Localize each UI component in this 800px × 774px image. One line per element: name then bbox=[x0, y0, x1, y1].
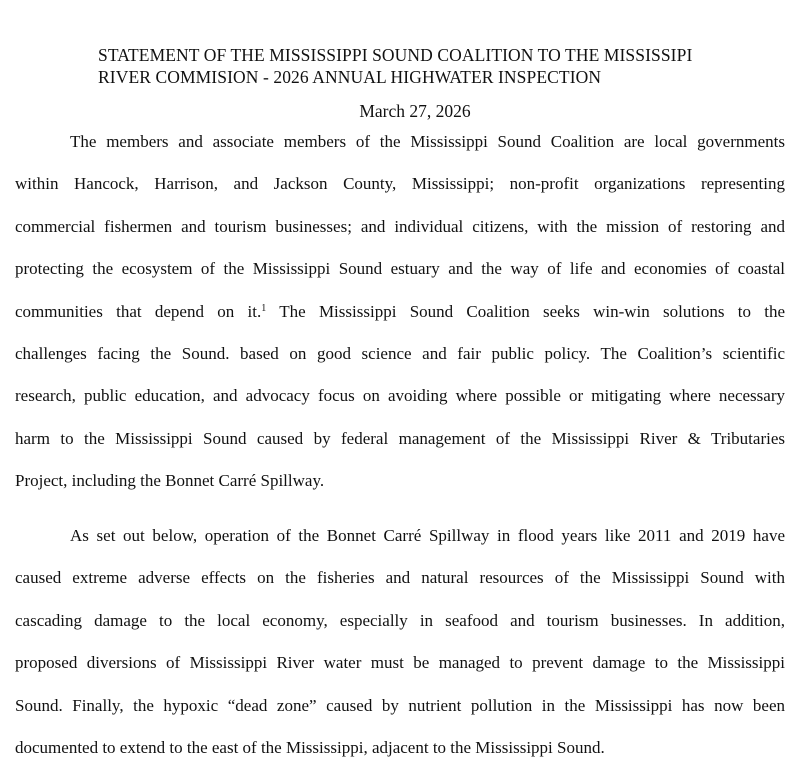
paragraph-line: cascading damage to the local economy, especially in seafood and tourism businesses. In addition, bbox=[15, 610, 785, 630]
title-line-1: STATEMENT OF THE MISSISSIPPI SOUND COALITION TO THE MISSISSIPI bbox=[98, 45, 693, 65]
paragraph-line: commercial fishermen and tourism businesses; and individual citizens, with the mission of restoring and bbox=[15, 216, 785, 236]
paragraph-line: As set out below, operation of the Bonnet Carré Spillway in flood years like 2011 and 2019 have bbox=[70, 526, 785, 545]
paragraph-line: within Hancock, Harrison, and Jackson County, Mississippi; non-profit organizations representing bbox=[15, 174, 785, 194]
title-line-2: RIVER COMMISION - 2026 ANNUAL HIGHWATER INSPECTION bbox=[98, 67, 602, 87]
paragraph-line: challenges facing the Sound. based on good science and fair public policy. The Coalition’s scientific bbox=[15, 343, 785, 363]
paragraph-line: proposed diversions of Mississippi River water must be managed to prevent damage to the Mississippi bbox=[15, 653, 785, 673]
paragraph-line: harm to the Mississippi Sound caused by federal management of the Mississippi River & Tributaries bbox=[15, 428, 785, 448]
paragraph-line: documented to extend to the east of the Mississippi, adjacent to the Mississippi Sound. bbox=[15, 737, 605, 757]
paragraph-line-with-footnote bbox=[15, 291, 785, 333]
paragraph-text-fragment: communities that depend on it. bbox=[15, 301, 262, 321]
paragraph-2 bbox=[15, 515, 785, 769]
paragraph-1 bbox=[15, 121, 785, 503]
paragraph-line: protecting the ecosystem of the Mississippi Sound estuary and the way of life and economies of coastal bbox=[15, 259, 785, 279]
document-title bbox=[98, 44, 778, 88]
paragraph-line: The members and associate members of the Mississippi Sound Coalition are local governments bbox=[70, 132, 785, 151]
footnote-marker[interactable]: 1 bbox=[261, 302, 267, 314]
paragraph-line: caused extreme adverse effects on the fisheries and natural resources of the Mississippi Sound with bbox=[15, 568, 785, 588]
paragraph-line: Sound. Finally, the hypoxic “dead zone” caused by nutrient pollution in the Mississippi has now been bbox=[15, 695, 785, 715]
paragraph-line: Project, including the Bonnet Carré Spillway. bbox=[15, 471, 325, 491]
document-date: March 27, 2026 bbox=[359, 101, 471, 121]
paragraph-text-fragment: The Mississippi Sound Coalition seeks win-win solutions to the bbox=[266, 301, 786, 321]
paragraph-line: research, public education, and advocacy focus on avoiding where possible or mitigating where necessary bbox=[15, 386, 785, 406]
